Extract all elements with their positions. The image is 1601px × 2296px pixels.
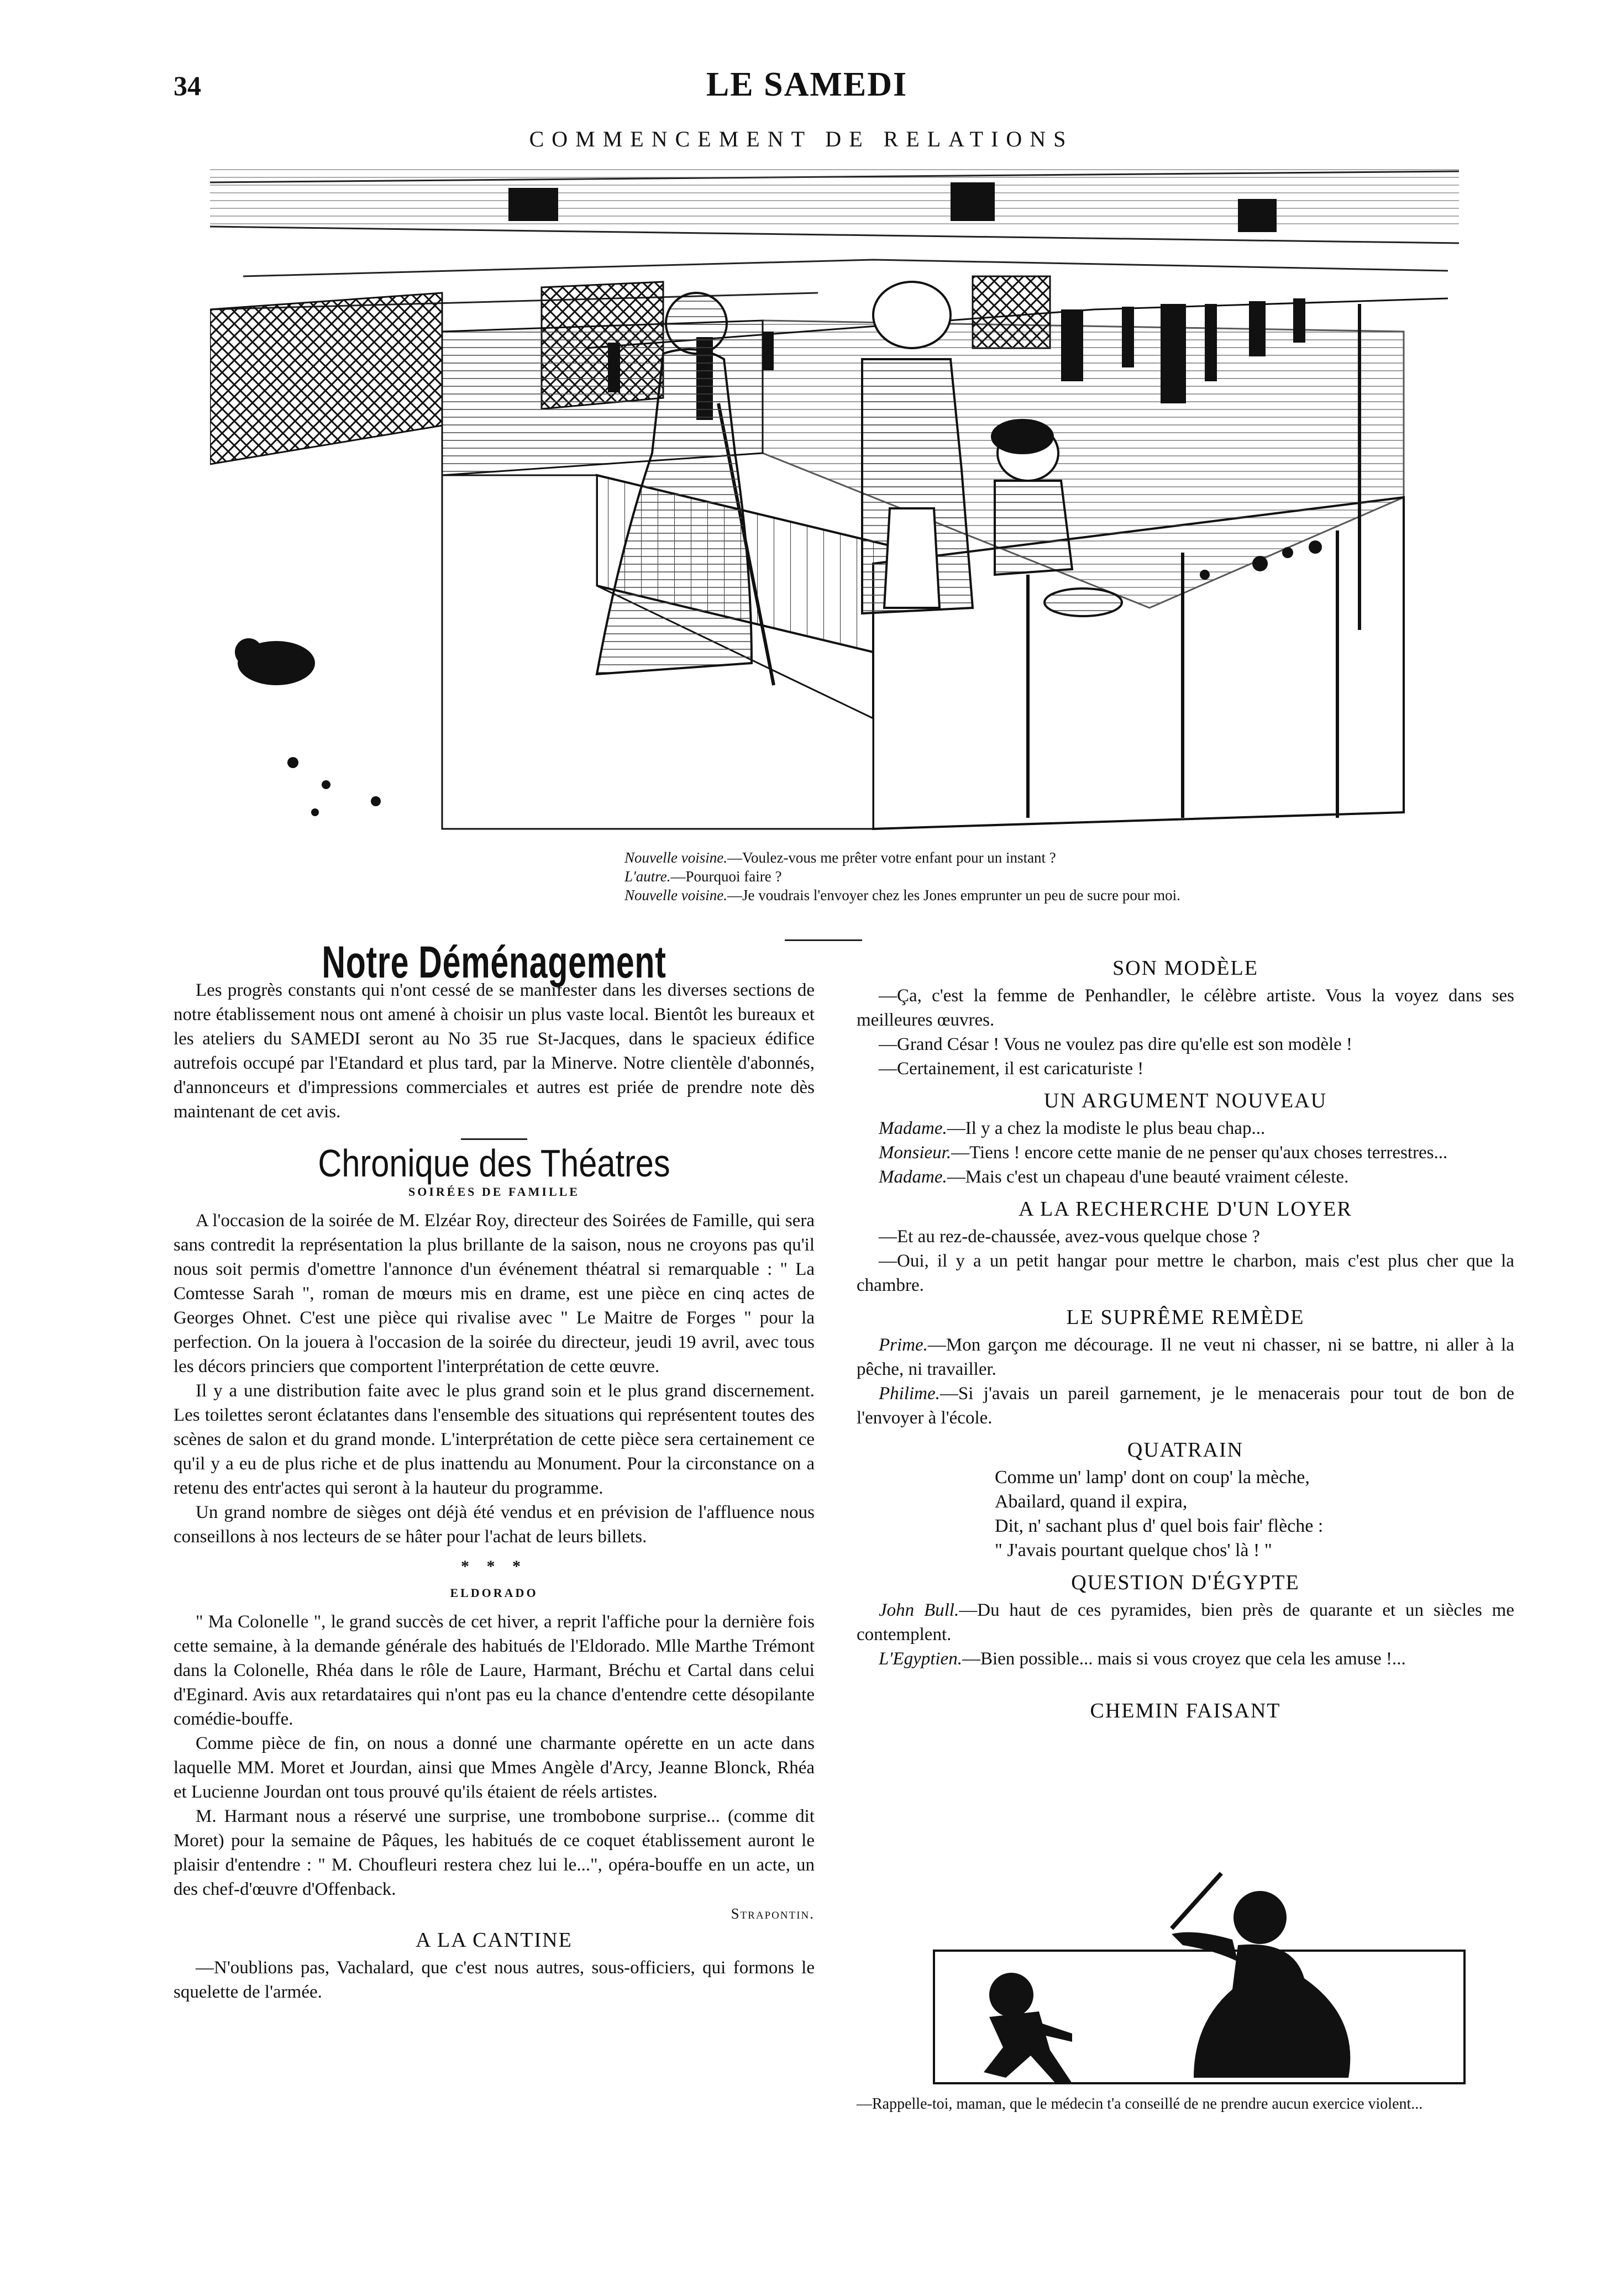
- argument-line: [857, 1165, 1514, 1189]
- line-text: —Mais c'est un chapeau d'une beauté vraiment céleste.: [947, 1167, 1349, 1187]
- eldorado-paragraph: Comme pièce de fin, on nous a donné une charmante opérette en un acte dans laquelle MM. Moret et Jourdan, ainsi que Mmes Angèle d'Arcy, Jeanne Blonck, Rhéa et Lucienne Jourdan ont tous prouvé qu'ils étaient de réels artistes.: [174, 1733, 815, 1802]
- caption-speaker: Nouvelle voisine.: [624, 849, 727, 866]
- eldorado-paragraph: M. Harmant nous a réservé une surprise, une trombobone surprise... (comme dit Moret) pour la semaine de Pâques, les habitués de ce coquet établissement auront le plaisir d'entendre : " M. Choufleuri restera chez lui le...", opéra-bouffe en un acte, un des chef-d'œuvre d'Offenback.: [174, 1806, 815, 1899]
- caption-text: —Pourquoi faire ?: [670, 868, 782, 885]
- egypte-line: [857, 1598, 1514, 1647]
- demenagement-text: Les progrès constants qui n'ont cessé de se manifester dans les diverses sections de notre établissement nous ont amené à choisir un plus vaste local. Bientôt les bureaux et les ateliers du SAMEDI seront au No 35 rue St-Jacques, dans le spacieux édifice autrefois occupé par l'Etandard et plus tard, par la Minerve. Notre clientèle d'abonnés, d'annonceurs et d'impressions commerciales et autres est priée de prendre note dès maintenant de cet avis.: [174, 980, 815, 1122]
- speaker: Prime.: [879, 1335, 928, 1355]
- soirees-paragraph: A l'occasion de la soirée de M. Elzéar Roy, directeur des Soirées de Famille, qui sera sans contredit la représentation la plus brillante de la saison, nous ne croyons pas qu'il nous soit permis d'omettre l'annonce d'un événement théatral si remarquable : " La Comtesse Sarah ", roman de mœurs mis en drame, est une pièce en cinq actes de Georges Ohnet. C'est une pièce qui rivalise avec " Le Maitre de Forges " pour la perfection. On la jouera à l'occasion de la soirée du directeur, jeudi 19 avril, avec tous les décors princiers que comportent l'interprétation de cette œuvre.: [174, 1211, 815, 1376]
- modele-line: —Ça, c'est la femme de Penhandler, le célèbre artiste. Vous la voyez dans ses meilleures œuvres.: [857, 986, 1514, 1030]
- right-column: [857, 956, 1514, 1726]
- section-stars: * * *: [461, 1557, 527, 1575]
- line-text: —Il y a chez la modiste le plus beau chap...: [947, 1118, 1266, 1138]
- caption-speaker: L'autre.: [624, 868, 671, 885]
- loyer-title: A LA RECHERCHE D'UN LOYER: [1019, 1197, 1352, 1221]
- poem-line: Abailard, quand il expira,: [995, 1491, 1188, 1512]
- loyer-line: —Oui, il y a un petit hangar pour mettre le charbon, mais c'est plus cher que la chambre.: [857, 1251, 1514, 1295]
- modele-title: SON MODÈLE: [1112, 957, 1258, 980]
- backyard-illustration: [210, 166, 1459, 834]
- speaker: Madame.: [879, 1167, 947, 1187]
- argument-line: [857, 1116, 1514, 1141]
- argument-line: [857, 1141, 1514, 1165]
- caption-line: [624, 848, 1453, 867]
- quatrain-poem: [857, 1465, 1514, 1563]
- left-column: [174, 937, 815, 2004]
- argument-title: UN ARGUMENT NOUVEAU: [1043, 1089, 1327, 1112]
- eldorado-subtitle: ELDORADO: [450, 1586, 538, 1600]
- soirees-subtitle: SOIRÉES DE FAMILLE: [408, 1185, 580, 1199]
- remede-title: LE SUPRÊME REMÈDE: [1066, 1306, 1305, 1329]
- caption-text: —Voulez-vous me prêter votre enfant pour un instant ?: [727, 849, 1056, 866]
- divider: [461, 1138, 527, 1140]
- poem-line: Dit, n' sachant plus d' quel bois fair' flèche :: [995, 1516, 1324, 1536]
- modele-line: —Grand César ! Vous ne voulez pas dire qu'elle est son modèle !: [879, 1034, 1353, 1054]
- eldorado-paragraph: " Ma Colonelle ", le grand succès de cet hiver, a reprit l'affiche pour la dernière fois cette semaine, à la demande générale des habitués de l'Eldorado. Mlle Marthe Trémont dans la Colonelle, Rhéa dans le rôle de Laure, Harmant, Bréchu et Cartal dans celui d'Eginard. Avis aux retardataires qui n'ont pas eu la chance d'entendre cette désopilante comédie-bouffe.: [174, 1612, 815, 1729]
- cantine-text: —N'oublions pas, Vachalard, que c'est nous autres, sous-officiers, qui formons le squelette de l'armée.: [174, 1958, 815, 2002]
- caption-text: —Je voudrais l'envoyer chez les Jones emprunter un peu de sucre pour moi.: [727, 887, 1180, 903]
- speaker: Monsieur.: [879, 1143, 952, 1163]
- remede-line: [857, 1381, 1514, 1430]
- line-text: —Bien possible... mais si vous croyez que cela les amuse !...: [962, 1649, 1406, 1669]
- poem-line: Comme un' lamp' dont on coup' la mèche,: [995, 1467, 1310, 1488]
- line-text: —Du haut de ces pyramides, bien près de quarante et un siècles me contemplent.: [857, 1600, 1514, 1644]
- divider: [785, 939, 862, 941]
- illustration-title: COMMENCEMENT DE RELATIONS: [529, 127, 1074, 151]
- soirees-paragraph: Un grand nombre de sièges ont déjà été vendus et en prévision de l'affluence nous conseillons à nos lecteurs de se hâter pour l'achat de leurs billets.: [174, 1502, 815, 1547]
- remede-line: [857, 1333, 1514, 1381]
- line-text: —Si j'avais un pareil garnement, je le menacerais pour tout de bon de l'envoyer à l'école.: [857, 1384, 1514, 1428]
- soirees-paragraph: Il y a une distribution faite avec le plus grand soin et le plus grand discernement. Les toilettes seront éclatantes dans l'ensemble des situations qui représentent toutes des scènes de salon et du grand monde. L'interprétation de cette pièce sera certainement ce qu'il y a eu de plus riche et de plus inattendu au Monument. Pour la circonstance on a retenu des entr'actes qui seront à la hauteur du programme.: [174, 1381, 815, 1498]
- signature: Strapontin.: [731, 1905, 815, 1922]
- caption-line: [624, 867, 1453, 886]
- speaker: Madame.: [879, 1118, 947, 1138]
- page-number: 34: [174, 70, 201, 101]
- silhouette-illustration: [906, 1857, 1492, 2089]
- chemin-title: CHEMIN FAISANT: [1090, 1699, 1281, 1722]
- modele-line: —Certainement, il est caricaturiste !: [879, 1059, 1144, 1079]
- illustration-caption: [624, 848, 1453, 905]
- masthead: LE SAMEDI: [706, 66, 908, 103]
- silhouette-caption: —Rappelle-toi, maman, que le médecin t'a conseillé de ne prendre aucun exercice violent...: [857, 2095, 1423, 2113]
- demenagement-title: Notre Déménagement: [322, 937, 666, 987]
- speaker: John Bull.: [879, 1600, 959, 1620]
- loyer-line: —Et au rez-de-chaussée, avez-vous quelque chose ?: [879, 1227, 1260, 1247]
- egypte-title: QUESTION D'ÉGYPTE: [1071, 1571, 1300, 1594]
- theatres-title: Chronique des Théatres: [318, 1142, 670, 1185]
- caption-line: [624, 886, 1453, 905]
- caption-speaker: Nouvelle voisine.: [624, 887, 727, 903]
- quatrain-title: QUATRAIN: [1127, 1438, 1244, 1462]
- poem-line: " J'avais pourtant quelque chos' là ! ": [995, 1540, 1272, 1561]
- speaker: L'Egyptien.: [879, 1649, 962, 1669]
- speaker: Philime.: [879, 1384, 940, 1404]
- cantine-title: A LA CANTINE: [416, 1929, 573, 1952]
- line-text: —Mon garçon me décourage. Il ne veut ni chasser, ni se battre, ni aller à la pêche, ni travailler.: [857, 1335, 1514, 1379]
- egypte-line: [857, 1647, 1514, 1671]
- line-text: —Tiens ! encore cette manie de ne penser qu'aux choses terrestres...: [951, 1143, 1448, 1163]
